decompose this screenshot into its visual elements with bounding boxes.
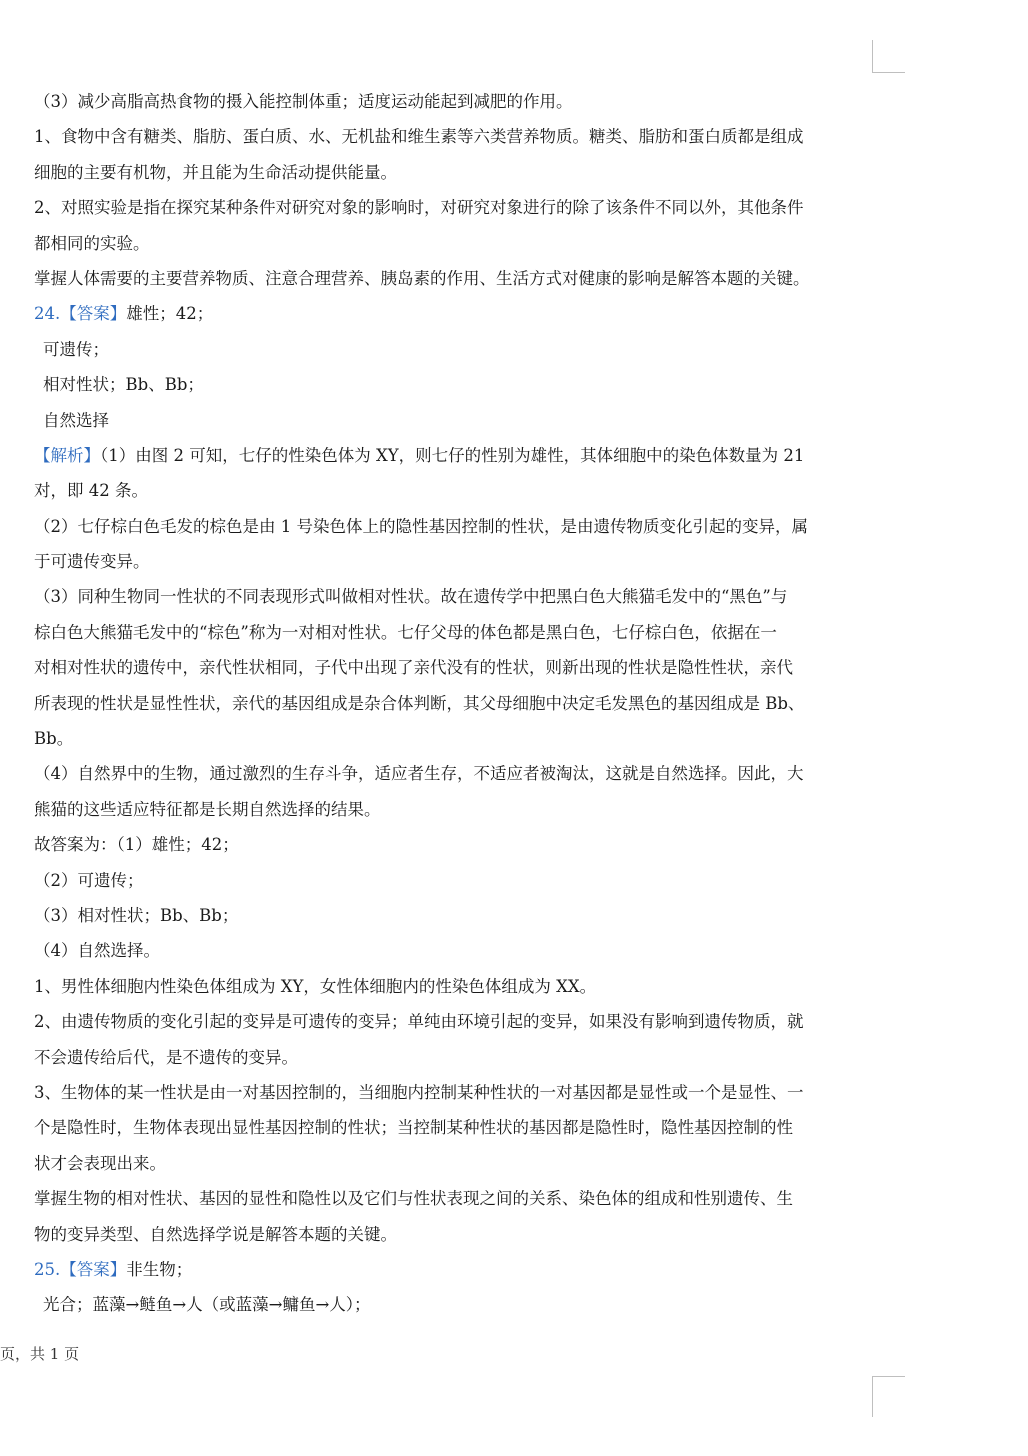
line-text: 掌握人体需要的主要营养物质、注意合理营养、胰岛素的作用、生活方式对健康的影响是解答本题的关键。 — [34, 268, 810, 288]
text-line — [34, 827, 879, 862]
line-text: 1、男性体细胞内性染色体组成为 XY，女性体细胞内的性染色体组成为 XX。 — [34, 976, 597, 996]
line-text: 所表现的性状是显性性状，亲代的基因组成是杂合体判断，其父母细胞中决定毛发黑色的基因组成是 Bb、 — [34, 693, 805, 713]
text-line — [34, 969, 879, 1004]
text-line — [34, 544, 879, 579]
line-text: 可遗传； — [43, 339, 109, 359]
line-text: 自然选择 — [43, 410, 109, 430]
line-text: 物的变异类型、自然选择学说是解答本题的关键。 — [34, 1224, 397, 1244]
page-corner-mark-bottom — [872, 1376, 905, 1417]
line-text: 3、生物体的某一性状是由一对基因控制的，当细胞内控制某种性状的一对基因都是显性或一个是显性、一 — [34, 1082, 804, 1102]
line-text: （1）由图 2 可知，七仔的性染色体为 XY，则七仔的性别为雄性，其体细胞中的染色体数量为 21 — [100, 445, 805, 465]
section-tag: 【答案】 — [60, 1259, 127, 1279]
line-text: 对相对性状的遗传中，亲代性状相同，子代中出现了亲代没有的性状，则新出现的性状是隐性性状，亲代 — [34, 658, 793, 678]
text-line — [34, 1146, 879, 1181]
text-line — [34, 579, 879, 614]
line-text: （3）同种生物同一性状的不同表现形式叫做相对性状。故在遗传学中把黑白色大熊猫毛发中的“黑色”与 — [34, 587, 788, 607]
text-line — [34, 1181, 879, 1216]
question-number: 24. — [34, 304, 61, 324]
text-line — [34, 226, 879, 261]
text-line — [34, 1075, 879, 1110]
page-footer — [0, 1342, 79, 1366]
page-corner-mark-top — [872, 40, 905, 73]
text-line — [34, 296, 879, 331]
line-text: （2）七仔棕白色毛发的棕色是由 1 号染色体上的隐性基因控制的性状，是由遗传物质变化引起的变异，属 — [34, 516, 808, 536]
text-line — [34, 438, 879, 473]
section-tag: 【解析】 — [34, 445, 100, 465]
text-line — [34, 898, 879, 933]
document-body — [34, 84, 879, 1323]
line-text: 个是隐性时，生物体表现出显性基因控制的性状；当控制某种性状的基因都是隐性时，隐性基因控制的性 — [34, 1118, 793, 1138]
line-text: （3）减少高脂高热食物的摄入能控制体重；适度运动能起到减肥的作用。 — [34, 92, 573, 111]
line-text: Bb。 — [34, 729, 74, 749]
text-line — [34, 190, 879, 225]
line-text: 都相同的实验。 — [34, 233, 150, 253]
text-line — [34, 1040, 879, 1075]
text-line — [34, 650, 879, 685]
text-line — [34, 686, 879, 721]
text-line — [34, 509, 879, 544]
text-line — [34, 119, 879, 154]
text-line — [34, 1287, 879, 1322]
text-line — [34, 332, 879, 367]
question-number: 25. — [34, 1259, 61, 1279]
line-text: 状才会表现出来。 — [34, 1153, 166, 1173]
line-text: 熊猫的这些适应特征都是长期自然选择的结果。 — [34, 799, 381, 819]
text-line — [34, 721, 879, 756]
line-text: 光合；蓝藻→鲢鱼→人（或蓝藻→鳙鱼→人）； — [43, 1295, 371, 1315]
text-line — [34, 756, 879, 791]
text-line — [34, 933, 879, 968]
line-text: 掌握生物的相对性状、基因的显性和隐性以及它们与性状表现之间的关系、染色体的组成和性别遗传、生 — [34, 1189, 793, 1209]
line-text: （3）相对性状；Bb、Bb； — [34, 905, 239, 925]
line-text: （2）可遗传； — [34, 870, 144, 890]
line-text: 细胞的主要有机物，并且能为生命活动提供能量。 — [34, 162, 397, 182]
text-line — [34, 155, 879, 190]
text-line — [34, 1110, 879, 1145]
text-line — [34, 84, 879, 119]
section-tag: 【答案】 — [60, 304, 127, 324]
text-line — [34, 1004, 879, 1039]
line-text: （4）自然选择。 — [34, 941, 160, 961]
line-text: （4）自然界中的生物，通过激烈的生存斗争，适应者生存，不适应者被淘汰，这就是自然选择。因此，大 — [34, 764, 804, 784]
text-line — [34, 615, 879, 650]
line-text: 相对性状；Bb、Bb； — [43, 375, 204, 395]
text-line — [34, 1252, 879, 1287]
line-text: 1、食物中含有糖类、脂肪、蛋白质、水、无机盐和维生素等六类营养物质。糖类、脂肪和蛋白质都是组成 — [34, 127, 804, 147]
text-line — [34, 367, 879, 402]
text-line — [34, 403, 879, 438]
text-line — [34, 473, 879, 508]
line-text: 对，即 42 条。 — [34, 481, 148, 501]
text-line — [34, 261, 879, 296]
line-text: 2、由遗传物质的变化引起的变异是可遗传的变异；单纯由环境引起的变异，如果没有影响到遗传物质，就 — [34, 1012, 804, 1032]
text-line — [34, 792, 879, 827]
line-text: 2、对照实验是指在探究某种条件对研究对象的影响时，对研究对象进行的除了该条件不同以外，其他条件 — [34, 198, 804, 218]
text-line — [34, 863, 879, 898]
line-text: 雄性；42； — [126, 304, 214, 324]
line-text: 故答案为：（1）雄性；42； — [34, 835, 239, 855]
line-text: 棕白色大熊猫毛发中的“棕色”称为一对相对性状。七仔父母的体色都是黑白色，七仔棕白色，依据在一 — [34, 622, 777, 642]
line-text: 不会遗传给后代，是不遗传的变异。 — [34, 1047, 298, 1067]
text-line — [34, 1217, 879, 1252]
line-text: 于可遗传变异。 — [34, 552, 150, 572]
line-text: 非生物； — [126, 1259, 193, 1279]
page-number-text: 页，共 1 页 — [0, 1345, 80, 1363]
